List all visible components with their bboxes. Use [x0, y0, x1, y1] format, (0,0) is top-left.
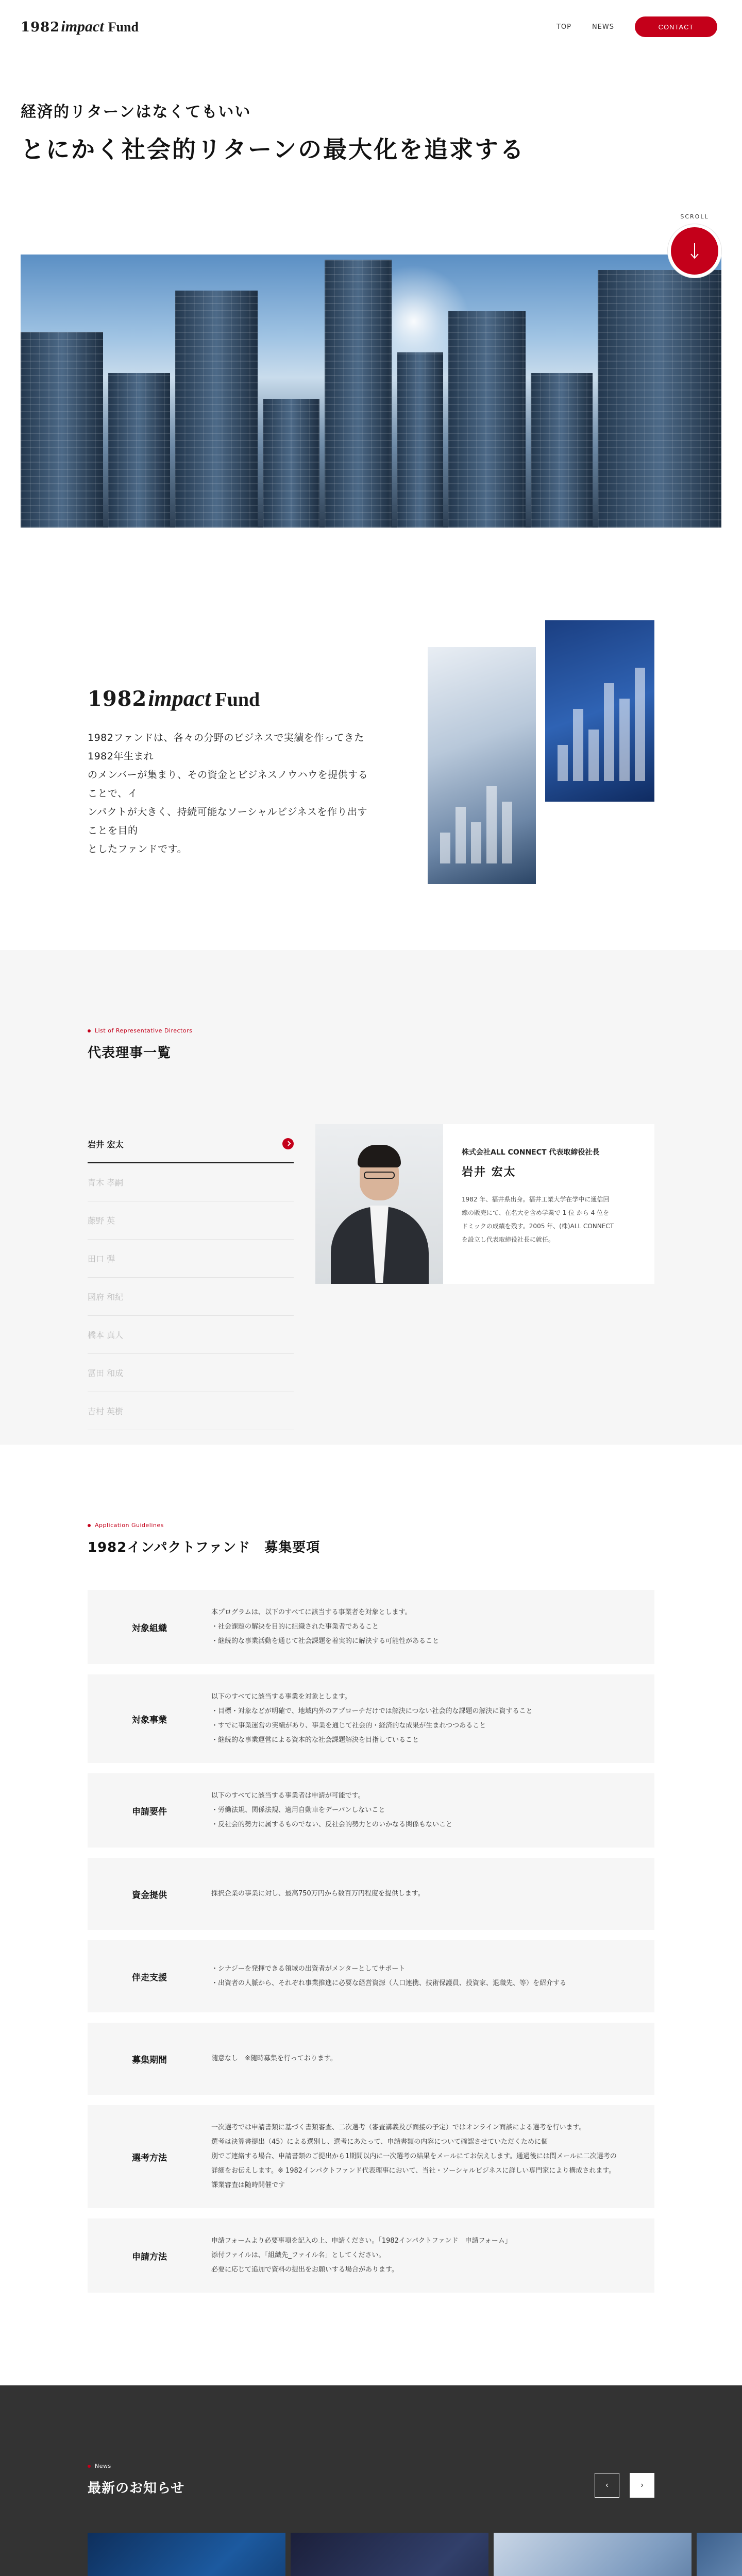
- about-description: [88, 728, 371, 858]
- news-title: 最新のお知らせ: [88, 2481, 185, 2496]
- rep-item-name: 田口 弾: [88, 1254, 115, 1264]
- header-nav: [556, 16, 717, 37]
- scroll-indicator: [668, 213, 721, 278]
- rep-item-name: 橋本 真人: [88, 1330, 124, 1340]
- guideline-line: ・目標・対象などが明確で、地域内外のアプローチだけでは解決につない社会的な課題の解決に資すること: [211, 1707, 533, 1715]
- guideline-row: [88, 1773, 654, 1848]
- news-carousel-controls: [595, 2473, 654, 2498]
- representatives-section: [0, 950, 742, 1445]
- rep-profile-card: [443, 1124, 654, 1284]
- rep-bio-line: 線の販売にて、在名大を含め学業で 1 位 から 4 位を: [462, 1209, 610, 1216]
- rep-bio-line: ドミックの成績を残す。2005 年、(株)ALL CONNECT: [462, 1223, 614, 1230]
- guideline-line: 申請フォームより必要事項を記入の上、申請ください。「1982インパクトファンド 申請フォーム」: [211, 2237, 512, 2245]
- guideline-label: 申請要件: [132, 1806, 167, 1817]
- guideline-line: ・出資者の人脈から、それぞれ事業推進に必要な経営資源（人口連携、技術保護員、投資家、退職先、等）を紹介する: [211, 1979, 567, 1987]
- guideline-body: [211, 1887, 654, 1901]
- about-logo-fund: Fund: [215, 689, 260, 710]
- about-line: 1982ファンドは、各々の分野のビジネスで実績を作ってきた1982年生まれ: [88, 732, 364, 762]
- guideline-line: ・継続的な事業運営による資本的な社会課題解決を目指していること: [211, 1736, 419, 1744]
- guideline-label: 対象事業: [132, 1715, 167, 1725]
- site-header: [0, 0, 742, 54]
- news-thumbnail: [494, 2533, 692, 2576]
- guidelines-section: [0, 1445, 742, 2385]
- rep-bio: [462, 1193, 636, 1246]
- scroll-button[interactable]: [668, 224, 721, 278]
- hero-subtitle: 経済的リターンはなくてもいい: [21, 103, 251, 121]
- guideline-line: ・社会課題の解決を目的に組織された事業者であること: [211, 1623, 379, 1631]
- guideline-line: 随意なし ※随時募集を行っております。: [211, 2055, 337, 2062]
- about-line: ンパクトが大きく、持続可能なソーシャルビジネスを作り出すことを目的: [88, 806, 367, 836]
- news-thumbnail: [697, 2533, 742, 2576]
- about-logo-impact: impact: [148, 686, 211, 711]
- rep-company: 株式会社ALL CONNECT 代表取締役社長: [462, 1148, 600, 1157]
- news-card[interactable]: [697, 2533, 742, 2576]
- rep-item[interactable]: [88, 1201, 294, 1240]
- news-section: [0, 2385, 742, 2576]
- news-next-button[interactable]: ›: [630, 2473, 654, 2498]
- news-card[interactable]: [291, 2533, 488, 2576]
- reps-title: 代表理事一覧: [88, 1045, 172, 1061]
- rep-item-name: 青木 孝嗣: [88, 1178, 124, 1188]
- guideline-line: ・労働法規、関係法規、適用自動車をデーパンしないこと: [211, 1806, 385, 1814]
- business-chart-photo: [428, 647, 536, 884]
- guideline-body: [211, 2052, 654, 2066]
- guideline-line: 採択企業の事業に対し、最高750万円から数百万円程度を提供します。: [211, 1890, 425, 1897]
- guideline-label: 申請方法: [132, 2251, 167, 2262]
- rep-item[interactable]: [88, 1240, 294, 1278]
- guideline-line: 別でご連絡する場合、申請書類のご提出から1期間以内に一次選考の結果をメールにてお伝えします。通過後には問メールに二次選考の: [211, 2153, 617, 2160]
- guideline-line: 詳細をお伝えします。※ 1982インパクトファンド代表理事において、当社・ソーシャルビジネスに詳しい専門家により構成されます。: [211, 2167, 616, 2175]
- arrow-down-icon: [689, 242, 700, 260]
- rep-item[interactable]: [88, 1316, 294, 1354]
- guideline-line: 一次選考では申請書類に基づく書類審査、二次選考（審査講義及び面接の予定）ではオンライン面談による選考を行います。: [211, 2124, 586, 2131]
- guideline-line: ・シナジーを発揮できる領域の出資者がメンターとしてサポート: [211, 1965, 406, 1973]
- site-logo[interactable]: [21, 18, 139, 36]
- news-eyebrow: News: [88, 2463, 742, 2469]
- rep-portrait-photo: [315, 1124, 443, 1284]
- guideline-line: 以下のすべてに該当する事業者は申請が可能です。: [211, 1792, 365, 1800]
- rep-item-name: 岩井 宏太: [88, 1139, 124, 1149]
- guideline-label: 募集期間: [132, 2055, 167, 2065]
- guideline-line: 添付ファイルは、「組織先_ファイル名」としてください。: [211, 2251, 385, 2259]
- guideline-label: 選考方法: [132, 2153, 167, 2163]
- logo-fund: Fund: [108, 20, 139, 35]
- rep-item-name: 吉村 英樹: [88, 1406, 124, 1416]
- news-carousel: [88, 2533, 742, 2576]
- guideline-line: 以下のすべてに該当する事業を対象とします。: [211, 1693, 351, 1701]
- guideline-body: [211, 2234, 654, 2277]
- guideline-line: 選考は決算書提出（45）による選別し、選考にあたって、申請書類の内容について確認させていただくために個: [211, 2138, 548, 2146]
- about-line: のメンバーが集まり、その資金とビジネスノウハウを提供することで、イ: [88, 769, 368, 799]
- rep-bio-line: を設立し代表取締役社長に就任。: [462, 1236, 555, 1243]
- guideline-line: ・継続的な事業活動を通じて社会課題を着実的に解決する可能性があること: [211, 1637, 440, 1645]
- rep-item[interactable]: [88, 1163, 294, 1201]
- guideline-line: ・すでに事業運営の実績があり、事業を通じて社会的・経済的な成果が生まれつつあること: [211, 1722, 486, 1730]
- rep-item[interactable]: [88, 1125, 294, 1163]
- guideline-row: [88, 1940, 654, 2012]
- news-card[interactable]: [494, 2533, 692, 2576]
- guideline-label: 伴走支援: [132, 1972, 167, 1983]
- rep-item-name: 國府 和紀: [88, 1292, 124, 1302]
- rep-item[interactable]: [88, 1278, 294, 1316]
- guidelines-title: 1982インパクトファンド 募集要項: [88, 1540, 321, 1555]
- about-section: [0, 528, 742, 950]
- guideline-body: [211, 1962, 654, 1991]
- guideline-row: [88, 1858, 654, 1930]
- hero-title: とにかく社会的リターンの最大化を追求する: [21, 135, 526, 163]
- logo-number: 1982: [21, 20, 60, 35]
- guideline-line: 課業審査は随時開催です: [211, 2181, 285, 2189]
- news-prev-button[interactable]: ‹: [595, 2473, 619, 2498]
- hero-cityscape-image: [21, 255, 721, 528]
- guidelines-eyebrow: Application Guidelines: [88, 1522, 654, 1529]
- guideline-row: [88, 2105, 654, 2208]
- rep-bio-line: 1982 年、福井県出身。福井工業大学在学中に通信回: [462, 1196, 610, 1203]
- guideline-body: [211, 1605, 654, 1649]
- guideline-line: ・反社会的勢力に属するものでない、反社会的勢力とのいかなる関係もないこと: [211, 1821, 453, 1828]
- guideline-body: [211, 1789, 654, 1832]
- guideline-row: [88, 1590, 654, 1664]
- rep-item[interactable]: [88, 1354, 294, 1392]
- guideline-label: 資金提供: [132, 1890, 167, 1901]
- logo-impact: impact: [61, 18, 104, 35]
- chevron-right-icon: [282, 1138, 294, 1149]
- guideline-label: 対象組織: [132, 1623, 167, 1634]
- reps-list: [88, 1125, 294, 1430]
- about-logo-number: 1982: [88, 687, 147, 711]
- reps-eyebrow: List of Representative Directors: [88, 1027, 654, 1034]
- guideline-row: [88, 2218, 654, 2293]
- nav-top[interactable]: TOP: [556, 23, 571, 31]
- rep-item-name: 藤野 英: [88, 1216, 115, 1226]
- scroll-label: SCROLL: [680, 213, 709, 220]
- guideline-line: 本プログラムは、以下のすべてに該当する事業者を対象とします。: [211, 1608, 412, 1616]
- guideline-row: [88, 2023, 654, 2095]
- news-thumbnail: [88, 2533, 285, 2576]
- hero-section: [0, 54, 742, 528]
- guideline-line: 必要に応じて追加で資料の提出をお願いする場合があります。: [211, 2266, 398, 2274]
- about-logo: [88, 685, 260, 711]
- guideline-row: [88, 1674, 654, 1763]
- news-card[interactable]: [88, 2533, 285, 2576]
- business-data-photo: [545, 620, 654, 802]
- contact-button[interactable]: CONTACT: [635, 16, 717, 37]
- guideline-body: [211, 2121, 654, 2193]
- rep-item[interactable]: [88, 1392, 294, 1430]
- rep-item-name: 冨田 和成: [88, 1368, 124, 1378]
- guidelines-table: [88, 1590, 654, 2293]
- nav-news[interactable]: NEWS: [592, 23, 614, 31]
- guideline-body: [211, 1690, 654, 1748]
- news-thumbnail: [291, 2533, 488, 2576]
- about-line: としたファンドです。: [88, 843, 188, 855]
- rep-name: 岩井 宏太: [462, 1166, 516, 1179]
